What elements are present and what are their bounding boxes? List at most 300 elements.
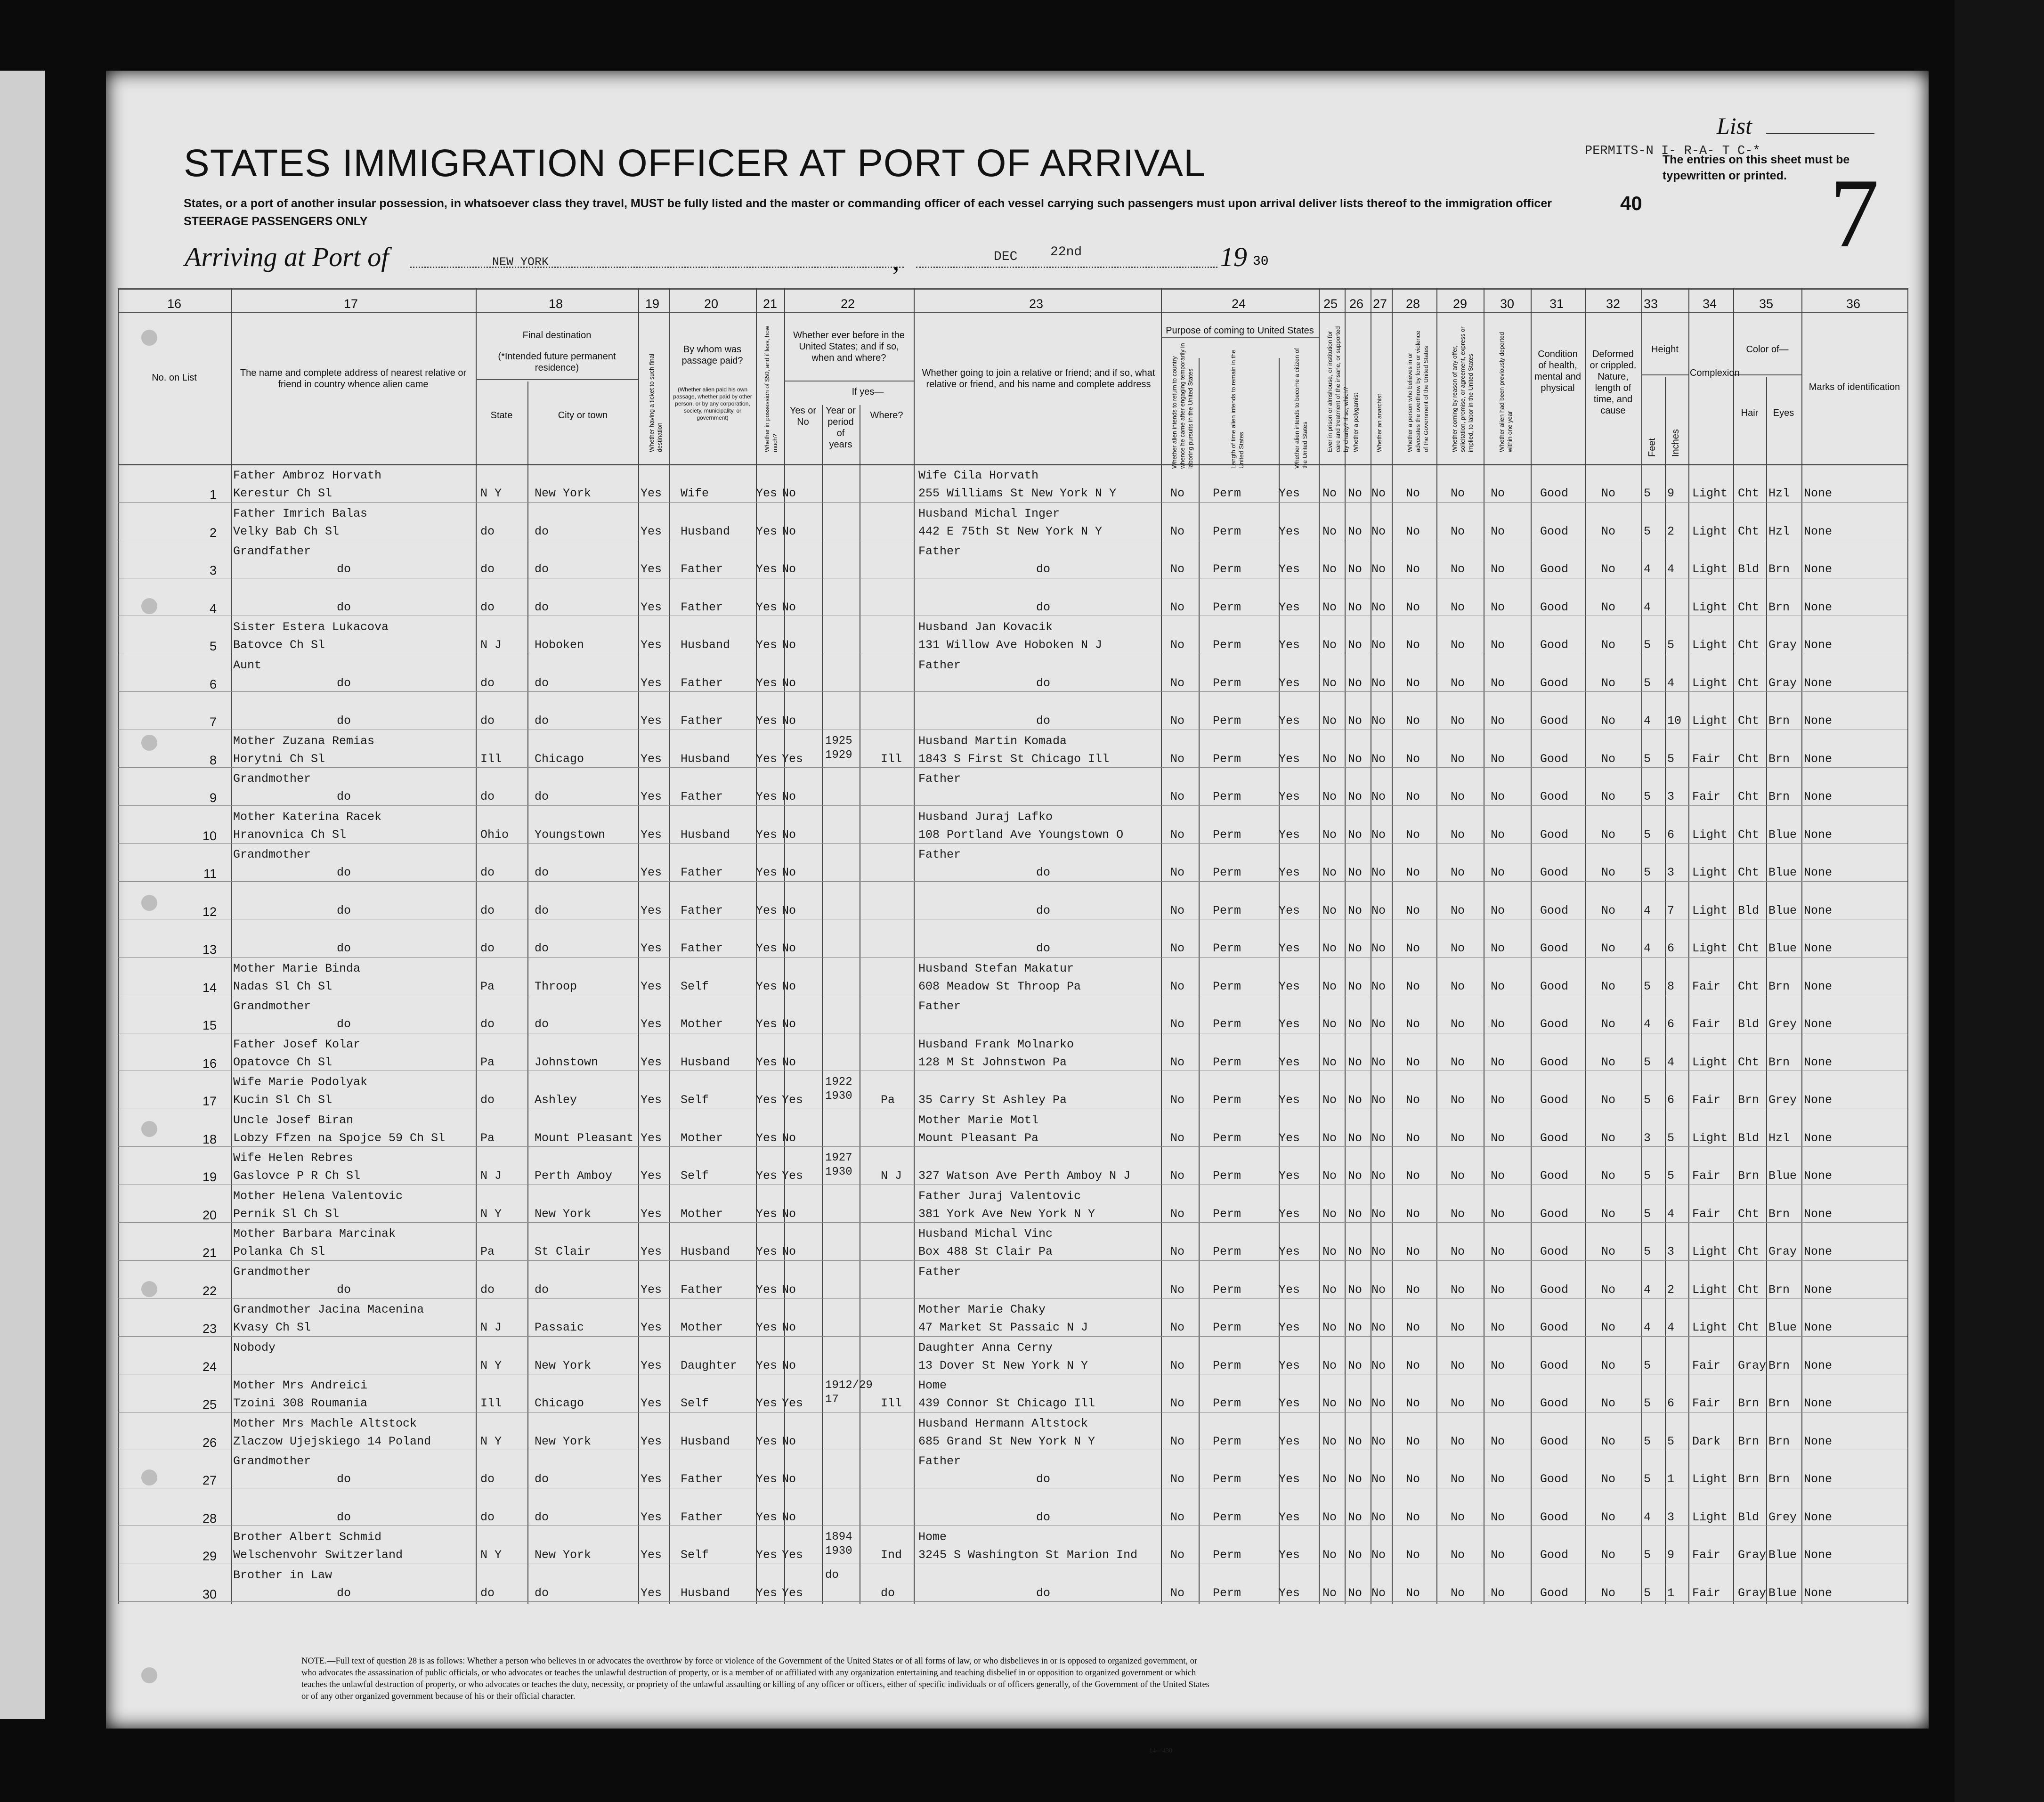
join-name: Father — [918, 544, 961, 558]
cell-c27: No — [1371, 638, 1386, 652]
cell-in: 6 — [1667, 1017, 1675, 1031]
cell-comp: Light — [1692, 714, 1728, 728]
join-name: Mother Marie Motl — [918, 1113, 1039, 1127]
cell-paid: Father — [681, 1472, 723, 1486]
cell-ft: 4 — [1644, 1321, 1651, 1334]
cell-before: No — [782, 1472, 796, 1486]
cell-c30: No — [1491, 1245, 1505, 1258]
join-address: do — [1036, 1586, 1051, 1600]
cell-city: do — [535, 676, 549, 690]
cell-ft: 5 — [1644, 1358, 1651, 1372]
relative-name: Grandfather — [233, 544, 311, 558]
cell-state: do — [480, 676, 495, 690]
cell-paid: Self — [681, 1396, 709, 1410]
row-number: 15 — [202, 1018, 217, 1032]
cell-c26: No — [1348, 1131, 1363, 1145]
cell-c30: No — [1491, 752, 1505, 766]
cell-before: No — [782, 1321, 796, 1334]
cell-comp: Light — [1692, 1055, 1728, 1069]
year-suffix: 30 — [1253, 254, 1269, 269]
cell-eyes: Blue — [1768, 1169, 1797, 1183]
cell-p50: Yes — [756, 714, 778, 728]
cell-in: 1 — [1667, 1472, 1675, 1486]
cell-c28: No — [1406, 487, 1420, 500]
cell-marks: None — [1804, 1131, 1833, 1145]
cell-eyes: Brn — [1768, 1472, 1790, 1486]
cell-marks: None — [1804, 562, 1833, 576]
cell-ret: No — [1170, 600, 1185, 614]
join-name: Father — [918, 1265, 961, 1279]
cell-comp: Fair — [1692, 979, 1721, 993]
cell-health: Good — [1540, 1169, 1569, 1183]
cell-ret: No — [1170, 866, 1185, 879]
cell-city: do — [535, 866, 549, 879]
cell-in: 5 — [1667, 1434, 1675, 1448]
cell-city: do — [535, 714, 549, 728]
cell-ticket: Yes — [641, 600, 662, 614]
cell-deform: No — [1601, 1131, 1616, 1145]
year-of-residence: 1912/29 17 — [825, 1379, 873, 1406]
cell-c30: No — [1491, 562, 1505, 576]
cell-hair: Cht — [1738, 979, 1760, 993]
cell-state: N Y — [480, 1548, 502, 1562]
cell-health: Good — [1540, 1017, 1569, 1031]
cell-paid: Husband — [681, 1434, 730, 1448]
cell-ret: No — [1170, 638, 1185, 652]
cell-deform: No — [1601, 828, 1616, 842]
cell-c27: No — [1371, 752, 1386, 766]
cell-health: Good — [1540, 1586, 1569, 1600]
cell-cit: Yes — [1279, 1510, 1300, 1524]
cell-ret: No — [1170, 979, 1185, 993]
cell-in: 4 — [1667, 1321, 1675, 1334]
cell-c26: No — [1348, 1510, 1363, 1524]
cell-deform: No — [1601, 1017, 1616, 1031]
cell-p50: Yes — [756, 1169, 778, 1183]
join-address: 381 York Ave New York N Y — [918, 1207, 1095, 1221]
cell-c26: No — [1348, 1283, 1363, 1297]
cell-c25: No — [1322, 1396, 1337, 1410]
cell-eyes: Brn — [1768, 1283, 1790, 1297]
cell-state: Pa — [480, 1131, 495, 1145]
cell-ret: No — [1170, 676, 1185, 690]
cell-state: do — [480, 790, 495, 804]
cell-before: No — [782, 638, 796, 652]
row-divider — [118, 502, 1907, 503]
cell-ft: 5 — [1644, 487, 1651, 500]
cell-ft: 4 — [1644, 942, 1651, 955]
cell-deform: No — [1601, 1245, 1616, 1258]
join-address: 685 Grand St New York N Y — [918, 1434, 1095, 1448]
header-before-in-us: Whether ever before in the United States; and if so, when and where? — [793, 330, 905, 363]
cell-paid: Mother — [681, 1207, 723, 1221]
cell-marks: None — [1804, 1396, 1833, 1410]
cell-eyes: Blue — [1768, 1586, 1797, 1600]
cell-deform: No — [1601, 942, 1616, 955]
relative-name: Uncle Josef Biran — [233, 1113, 354, 1127]
cell-before: No — [782, 1245, 796, 1258]
cell-health: Good — [1540, 1245, 1569, 1258]
cell-c26: No — [1348, 714, 1363, 728]
cell-len: Perm — [1213, 1131, 1241, 1145]
cell-ret: No — [1170, 1396, 1185, 1410]
cell-p50: Yes — [756, 979, 778, 993]
before-sub-border — [784, 381, 914, 382]
cell-c27: No — [1371, 1358, 1386, 1372]
row-number: 12 — [202, 904, 217, 919]
cell-c25: No — [1322, 1472, 1337, 1486]
cell-city: do — [535, 600, 549, 614]
cell-c27: No — [1371, 487, 1386, 500]
cell-c26: No — [1348, 828, 1363, 842]
cell-state: do — [480, 1283, 495, 1297]
cell-health: Good — [1540, 524, 1569, 538]
cell-c25: No — [1322, 752, 1337, 766]
cell-eyes: Blue — [1768, 942, 1797, 955]
cell-c28: No — [1406, 752, 1420, 766]
column-number: 24 — [1231, 297, 1246, 311]
cell-c26: No — [1348, 1434, 1363, 1448]
cell-len: Perm — [1213, 1283, 1241, 1297]
cell-c30: No — [1491, 942, 1505, 955]
cell-ticket: Yes — [641, 562, 662, 576]
cell-city: Ashley — [535, 1093, 577, 1107]
cell-marks: None — [1804, 1321, 1833, 1334]
cell-ticket: Yes — [641, 1586, 662, 1600]
cell-c27: No — [1371, 903, 1386, 917]
cell-ticket: Yes — [641, 1055, 662, 1069]
cell-where: N J — [881, 1169, 902, 1183]
join-address: do — [1036, 562, 1051, 576]
cell-eyes: Grey — [1768, 1017, 1797, 1031]
cell-before: No — [782, 828, 796, 842]
row-number: 6 — [209, 677, 217, 691]
cell-hair: Cht — [1738, 1207, 1760, 1221]
cell-c28: No — [1406, 1131, 1420, 1145]
column-divider — [1641, 288, 1642, 1604]
cell-marks: None — [1804, 1358, 1833, 1372]
cell-c29: No — [1451, 1548, 1465, 1562]
cell-ret: No — [1170, 1321, 1185, 1334]
cell-paid: Husband — [681, 524, 730, 538]
cell-cit: Yes — [1279, 1358, 1300, 1372]
cell-eyes: Brn — [1768, 979, 1790, 993]
cell-paid: Self — [681, 1548, 709, 1562]
cell-c27: No — [1371, 524, 1386, 538]
cell-hair: Cht — [1738, 600, 1760, 614]
arriving-label: Arriving at Port of — [185, 242, 389, 272]
cell-where: do — [881, 1586, 895, 1600]
cell-paid: Husband — [681, 828, 730, 842]
cell-city: Passaic — [535, 1321, 584, 1334]
cell-cit: Yes — [1279, 1169, 1300, 1183]
cell-c25: No — [1322, 1055, 1337, 1069]
cell-eyes: Blue — [1768, 1548, 1797, 1562]
cell-eyes: Brn — [1768, 1207, 1790, 1221]
cell-c26: No — [1348, 1055, 1363, 1069]
relative-name: Mother Mrs Machle Altstock — [233, 1416, 417, 1430]
join-name: Husband Juraj Lafko — [918, 810, 1053, 824]
cell-c27: No — [1371, 1510, 1386, 1524]
cell-city: Youngstown — [535, 828, 606, 842]
cell-ft: 4 — [1644, 1283, 1651, 1297]
row-divider — [118, 1601, 1907, 1602]
column-number: 28 — [1405, 297, 1420, 311]
cell-c30: No — [1491, 866, 1505, 879]
cell-p50: Yes — [756, 1245, 778, 1258]
cell-eyes: Brn — [1768, 600, 1790, 614]
cell-c29: No — [1451, 942, 1465, 955]
sub-column-divider — [1199, 358, 1200, 1604]
cell-health: Good — [1540, 1321, 1569, 1334]
cell-c28: No — [1406, 903, 1420, 917]
cell-comp: Dark — [1692, 1434, 1721, 1448]
cell-len: Perm — [1213, 600, 1241, 614]
relative-address: do — [337, 866, 351, 879]
cell-ticket: Yes — [641, 1321, 662, 1334]
column-number: 26 — [1349, 297, 1364, 311]
cell-len: Perm — [1213, 524, 1241, 538]
cell-c30: No — [1491, 1055, 1505, 1069]
cell-c29: No — [1451, 1093, 1465, 1107]
cell-c28: No — [1406, 1321, 1420, 1334]
relative-address: do — [337, 600, 351, 614]
relative-name: Brother in Law — [233, 1568, 333, 1582]
cell-marks: None — [1804, 1472, 1833, 1486]
header-final-destination: Final destination — [522, 330, 592, 341]
row-divider — [118, 1298, 1907, 1299]
column-number: 31 — [1549, 297, 1564, 311]
cell-marks: None — [1804, 1093, 1833, 1107]
cell-len: Perm — [1213, 752, 1241, 766]
cell-comp: Light — [1692, 1131, 1728, 1145]
row-number: 22 — [202, 1283, 217, 1298]
relative-address: Horytni Ch Sl — [233, 752, 325, 766]
cell-before: No — [782, 1358, 796, 1372]
cell-c26: No — [1348, 866, 1363, 879]
cell-ticket: Yes — [641, 1093, 662, 1107]
cell-c30: No — [1491, 790, 1505, 804]
cell-marks: None — [1804, 752, 1833, 766]
column-divider — [1733, 288, 1734, 1604]
cell-p50: Yes — [756, 790, 778, 804]
cell-hair: Cht — [1738, 1055, 1760, 1069]
cell-ft: 5 — [1644, 752, 1651, 766]
cell-c28: No — [1406, 714, 1420, 728]
cell-health: Good — [1540, 1283, 1569, 1297]
cell-eyes: Brn — [1768, 1358, 1790, 1372]
cell-hair: Cht — [1738, 1245, 1760, 1258]
cell-health: Good — [1540, 1358, 1569, 1372]
cell-ticket: Yes — [641, 790, 662, 804]
cell-hair: Cht — [1738, 828, 1760, 842]
cell-c27: No — [1371, 1548, 1386, 1562]
cell-c27: No — [1371, 1472, 1386, 1486]
cell-comp: Fair — [1692, 1169, 1721, 1183]
header-height: Height — [1651, 344, 1679, 355]
cell-cit: Yes — [1279, 487, 1300, 500]
cell-hair: Cht — [1738, 714, 1760, 728]
join-address: 255 Williams St New York N Y — [918, 487, 1117, 500]
header-col30: Whether alien had been previously deported within one year — [1498, 332, 1513, 452]
join-address: 108 Portland Ave Youngstown O — [918, 828, 1124, 842]
cell-c29: No — [1451, 600, 1465, 614]
table-top-border — [118, 288, 1907, 290]
relative-address: do — [337, 1586, 351, 1600]
cell-c29: No — [1451, 1017, 1465, 1031]
cell-in: 8 — [1667, 979, 1675, 993]
cell-c30: No — [1491, 524, 1505, 538]
cell-p50: Yes — [756, 1283, 778, 1297]
row-divider — [118, 1336, 1907, 1337]
cell-in: 4 — [1667, 1055, 1675, 1069]
cell-c30: No — [1491, 1586, 1505, 1600]
cell-len: Perm — [1213, 1396, 1241, 1410]
join-name: Father — [918, 658, 961, 672]
cell-c27: No — [1371, 979, 1386, 993]
cell-c27: No — [1371, 1017, 1386, 1031]
cell-in: 6 — [1667, 1093, 1675, 1107]
cell-c25: No — [1322, 1358, 1337, 1372]
row-divider — [118, 767, 1907, 768]
cell-city: New York — [535, 1548, 592, 1562]
cell-health: Good — [1540, 828, 1569, 842]
cell-hair: Cht — [1738, 790, 1760, 804]
cell-marks: None — [1804, 487, 1833, 500]
relative-name: Father Imrich Balas — [233, 506, 368, 520]
cell-hair: Cht — [1738, 942, 1760, 955]
cell-ft: 5 — [1644, 676, 1651, 690]
cell-ret: No — [1170, 1131, 1185, 1145]
cell-p50: Yes — [756, 1548, 778, 1562]
cell-deform: No — [1601, 1434, 1616, 1448]
list-label: List — [1717, 113, 1752, 139]
relative-name: Grandmother — [233, 772, 311, 786]
header-passage-paid-sub: (Whether alien paid his own passage, whether paid by other person, or by any corporation, society, municipality, or government) — [673, 386, 752, 421]
cell-ticket: Yes — [641, 752, 662, 766]
cell-c27: No — [1371, 1321, 1386, 1334]
row-number: 19 — [202, 1170, 217, 1184]
cell-comp: Fair — [1692, 1548, 1721, 1562]
cell-c29: No — [1451, 790, 1465, 804]
relative-address: Velky Bab Ch Sl — [233, 524, 340, 538]
cell-comp: Fair — [1692, 1396, 1721, 1410]
cell-c28: No — [1406, 1245, 1420, 1258]
cell-c29: No — [1451, 752, 1465, 766]
cell-ret: No — [1170, 790, 1185, 804]
cell-c27: No — [1371, 1055, 1386, 1069]
cell-c27: No — [1371, 866, 1386, 879]
cell-len: Perm — [1213, 1245, 1241, 1258]
cell-city: New York — [535, 1207, 592, 1221]
cell-deform: No — [1601, 524, 1616, 538]
cell-health: Good — [1540, 1207, 1569, 1221]
cell-hair: Cht — [1738, 524, 1760, 538]
cell-state: do — [480, 562, 495, 576]
cell-c29: No — [1451, 1396, 1465, 1410]
cell-before: No — [782, 942, 796, 955]
column-divider — [1392, 288, 1393, 1604]
cell-paid: Father — [681, 1283, 723, 1297]
cell-city: do — [535, 942, 549, 955]
cell-ft: 4 — [1644, 1510, 1651, 1524]
cell-city: do — [535, 903, 549, 917]
cell-comp: Light — [1692, 1321, 1728, 1334]
row-number: 30 — [202, 1587, 217, 1601]
header-marks: Marks of identification — [1809, 382, 1900, 392]
cell-c28: No — [1406, 1434, 1420, 1448]
header-col31: Condition of health, mental and physical — [1534, 349, 1581, 393]
binder-hole — [141, 1121, 157, 1137]
cell-len: Perm — [1213, 714, 1241, 728]
join-name: Father Juraj Valentovic — [918, 1189, 1081, 1203]
column-number: 36 — [1846, 297, 1861, 311]
cell-len: Perm — [1213, 1169, 1241, 1183]
cell-deform: No — [1601, 790, 1616, 804]
cell-comp: Light — [1692, 600, 1728, 614]
cell-deform: No — [1601, 752, 1616, 766]
cell-len: Perm — [1213, 1358, 1241, 1372]
relative-address: do — [337, 562, 351, 576]
cell-state: N J — [480, 1321, 502, 1334]
header-purpose-b: Length of time alien intends to remain in the United States — [1230, 349, 1245, 469]
cell-deform: No — [1601, 676, 1616, 690]
relative-name: Brother Albert Schmid — [233, 1530, 382, 1544]
cell-p50: Yes — [756, 562, 778, 576]
cell-before: No — [782, 1017, 796, 1031]
relative-address: Lobzy Ffzen na Spojce 59 Ch Sl — [233, 1131, 446, 1145]
cell-ticket: Yes — [641, 1017, 662, 1031]
relative-name: Wife Helen Rebres — [233, 1151, 354, 1165]
row-number: 16 — [202, 1056, 217, 1071]
cell-c27: No — [1371, 1245, 1386, 1258]
relative-address: do — [337, 1283, 351, 1297]
cell-in: 6 — [1667, 942, 1675, 955]
cell-marks: None — [1804, 979, 1833, 993]
cell-c27: No — [1371, 828, 1386, 842]
cell-c25: No — [1322, 866, 1337, 879]
column-divider — [1436, 288, 1437, 1604]
cell-ret: No — [1170, 714, 1185, 728]
cell-cit: Yes — [1279, 1396, 1300, 1410]
join-name: Mother Marie Chaky — [918, 1303, 1046, 1316]
cell-ret: No — [1170, 1245, 1185, 1258]
cell-marks: None — [1804, 790, 1833, 804]
cell-in: 4 — [1667, 1207, 1675, 1221]
cell-marks: None — [1804, 942, 1833, 955]
cell-marks: None — [1804, 1207, 1833, 1221]
cell-hair: Gray — [1738, 1586, 1767, 1600]
cell-comp: Light — [1692, 524, 1728, 538]
cell-in: 4 — [1667, 562, 1675, 576]
cell-health: Good — [1540, 1510, 1569, 1524]
cell-c27: No — [1371, 714, 1386, 728]
cell-c29: No — [1451, 487, 1465, 500]
cell-state: N Y — [480, 1358, 502, 1372]
cell-before: Yes — [782, 1586, 803, 1600]
column-divider — [1531, 288, 1532, 1604]
cell-state: Pa — [480, 1055, 495, 1069]
cell-state: N J — [480, 638, 502, 652]
cell-deform: No — [1601, 1548, 1616, 1562]
color-sub-border — [1733, 374, 1801, 375]
cell-ticket: Yes — [641, 524, 662, 538]
cell-comp: Light — [1692, 1245, 1728, 1258]
cell-len: Perm — [1213, 638, 1241, 652]
cell-ret: No — [1170, 487, 1185, 500]
cell-ret: No — [1170, 1055, 1185, 1069]
relative-address: Kerestur Ch Sl — [233, 487, 333, 500]
